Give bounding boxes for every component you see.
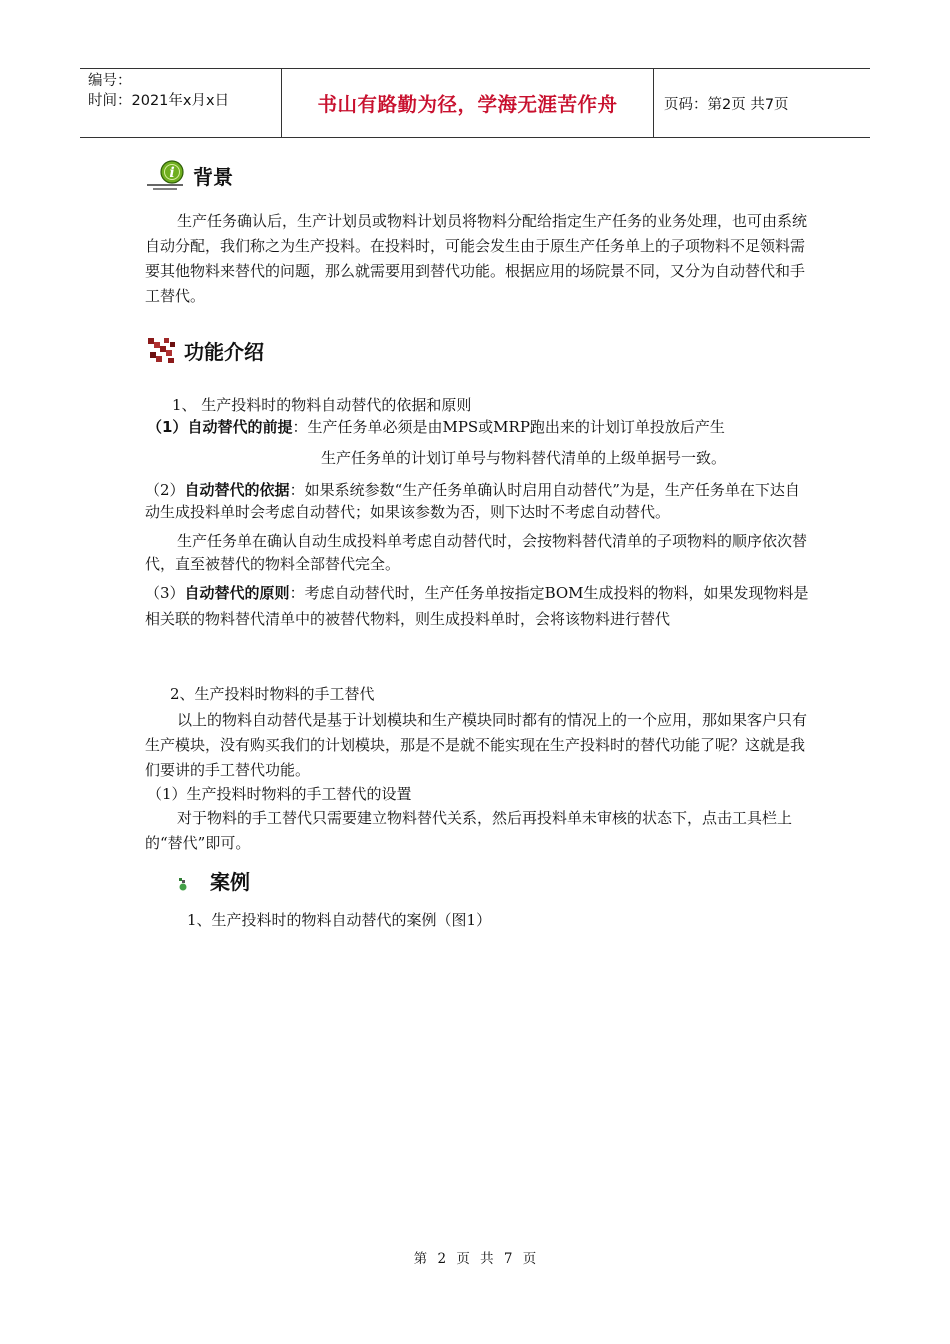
premise-label: 自动替代的前提 bbox=[187, 418, 293, 436]
principle-paragraph bbox=[145, 580, 809, 632]
header-left bbox=[80, 69, 282, 137]
item1-heading: 1、 生产投料时的物料自动替代的依据和原则 bbox=[172, 396, 472, 414]
basis-paragraph bbox=[145, 479, 809, 523]
principle-prefix: （3） bbox=[145, 584, 185, 602]
item2-heading: 2、生产投料时物料的手工替代 bbox=[170, 685, 375, 703]
item2-paragraph: 以上的物料自动替代是基于计划模块和生产模块同时都有的情况上的一个应用，那如果客户只有生产模块，没有购买我们的计划模块，那是不是就不能实现在生产投料时的替代功能了呢？这就是我们要讲的手工替代功能。 bbox=[145, 711, 808, 779]
basis-label: 自动替代的依据 bbox=[184, 481, 290, 499]
date-label: 时间：2021年x月x日 bbox=[88, 93, 230, 109]
header-motto: 书山有路勤为径，学海无涯苦作舟 bbox=[282, 69, 654, 137]
background-paragraph: 生产任务确认后，生产计划员或物料计划员将物料分配给指定生产任务的业务处理，也可由系统自动分配，我们称之为生产投料。在投料时，可能会发生由于原生产任务单上的子项物料不足领料需要其他物料来替代的问题，那么就需要用到替代功能。根据应用的场院景不同，又分为自动替代和手工替代。 bbox=[145, 212, 808, 305]
manual-setting-heading: （1）生产投料时物料的手工替代的设置 bbox=[147, 785, 412, 803]
features-title: 功能介绍 bbox=[184, 339, 264, 364]
principle-label: 自动替代的原则 bbox=[184, 584, 290, 602]
number-label: 编号： bbox=[88, 73, 132, 89]
premise-line-2: 生产任务单的计划订单号与物料替代清单的上级单据号一致。 bbox=[321, 449, 727, 467]
background-title: 背景 bbox=[193, 164, 233, 189]
background-section-title bbox=[145, 158, 233, 192]
principle-text: ：考虑自动替代时，生产任务单按指定BOM生成投料的物料，如果发现物料是相关联的物料替代清单中的被替代物料，则生成投料单时，会将该物料进行替代 bbox=[145, 584, 809, 628]
basis-paragraph-2: 生产任务单在确认自动生成投料单考虑自动替代时，会按物料替代清单的子项物料的顺序依次替代，直至被替代的物料全部替代完全。 bbox=[145, 532, 808, 573]
cases-section-title bbox=[176, 866, 250, 895]
bullet-icon bbox=[176, 873, 190, 889]
page-header bbox=[80, 68, 870, 138]
case-item-1: 1、生产投料时的物料自动替代的案例（图1） bbox=[187, 911, 492, 929]
premise-line bbox=[147, 415, 725, 439]
manual-paragraph: 对于物料的手工替代只需要建立物料替代关系，然后再投料单未审核的状态下，点击工具栏上的“替代”即可。 bbox=[145, 809, 793, 852]
premise-text: ：生产任务单必须是由MPS或MRP跑出来的计划订单投放后产生 bbox=[292, 418, 725, 436]
tools-icon bbox=[146, 334, 178, 366]
header-page-info: 页码：第2页 共7页 bbox=[664, 96, 789, 113]
cases-title: 案例 bbox=[210, 870, 250, 894]
svg-text:i: i bbox=[169, 165, 175, 181]
basis-prefix: （2） bbox=[145, 481, 185, 499]
page-footer: 第 2 页 共 7 页 bbox=[413, 1251, 537, 1267]
features-section-title bbox=[146, 334, 264, 366]
premise-prefix: （1） bbox=[147, 418, 188, 436]
info-icon bbox=[145, 158, 189, 192]
basis-text: ：如果系统参数“生产任务单确认时启用自动替代”为是，生产任务单在下达自动生成投料单时会考虑自动替代；如果该参数为否，则下达时不考虑自动替代。 bbox=[145, 481, 800, 521]
